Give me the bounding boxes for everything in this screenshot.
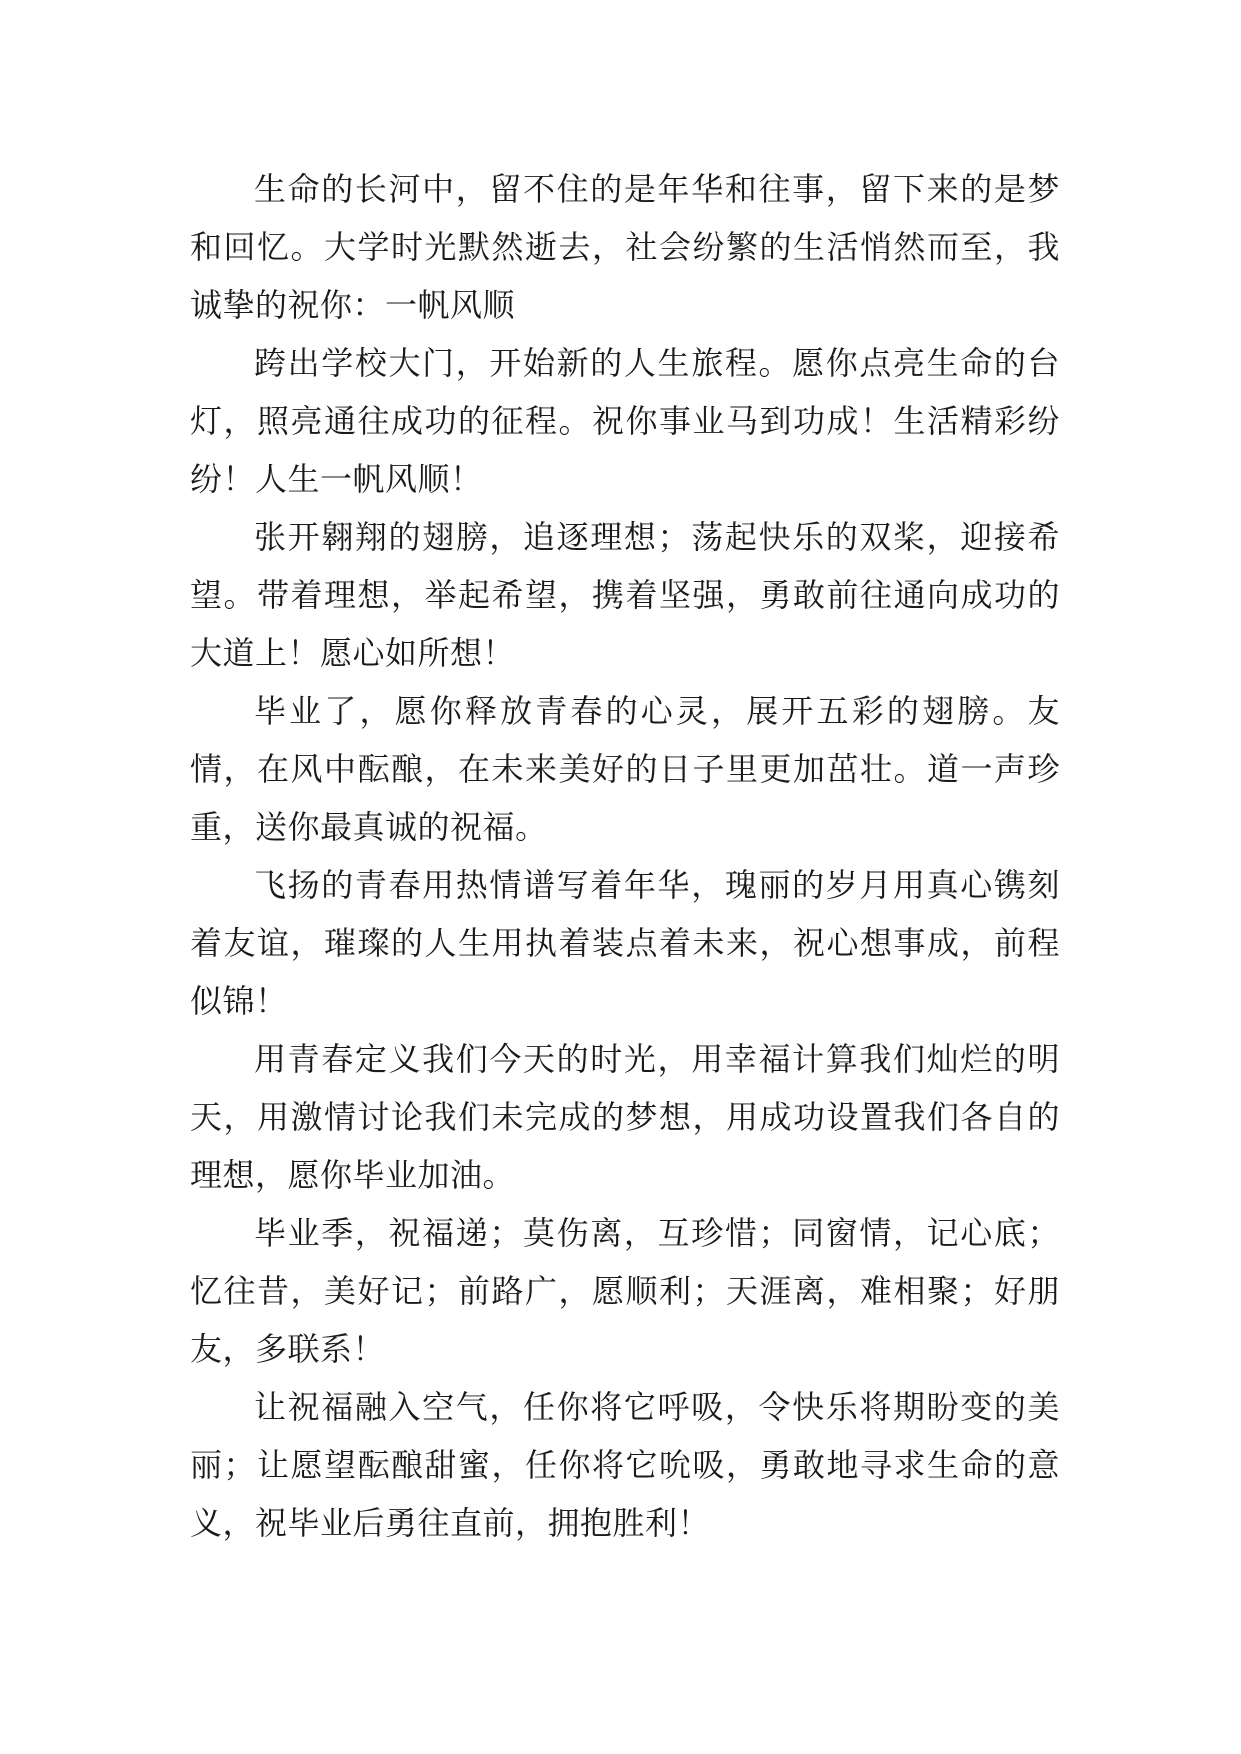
paragraph: 跨出学校大门，开始新的人生旅程。愿你点亮生命的台灯，照亮通往成功的征程。祝你事业马到功成！生活精彩纷纷！人生一帆风顺！ [190, 344, 1060, 498]
paragraph: 毕业了，愿你释放青春的心灵，展开五彩的翅膀。友情，在风中酝酿，在未来美好的日子里更加茁壮。道一声珍重，送你最真诚的祝福。 [190, 692, 1060, 846]
paragraph: 毕业季，祝福递；莫伤离，互珍惜；同窗情，记心底；忆往昔，美好记；前路广，愿顺利；天涯离，难相聚；好朋友，多联系！ [190, 1214, 1060, 1368]
paragraph: 张开翱翔的翅膀，追逐理想；荡起快乐的双桨，迎接希望。带着理想，举起希望，携着坚强，勇敢前往通向成功的大道上！愿心如所想！ [190, 518, 1060, 672]
document-body [190, 160, 1060, 1552]
paragraph: 用青春定义我们今天的时光，用幸福计算我们灿烂的明天，用激情讨论我们未完成的梦想，用成功设置我们各自的理想，愿你毕业加油。 [190, 1040, 1060, 1194]
paragraph: 飞扬的青春用热情谱写着年华，瑰丽的岁月用真心镌刻着友谊，璀璨的人生用执着装点着未来，祝心想事成，前程似锦！ [190, 866, 1060, 1020]
paragraph: 让祝福融入空气，任你将它呼吸，令快乐将期盼变的美丽；让愿望酝酿甜蜜，任你将它吮吸，勇敢地寻求生命的意义，祝毕业后勇往直前，拥抱胜利！ [190, 1388, 1060, 1542]
paragraph: 生命的长河中，留不住的是年华和往事，留下来的是梦和回忆。大学时光默然逝去，社会纷繁的生活悄然而至，我诚挚的祝你：一帆风顺 [190, 170, 1060, 324]
